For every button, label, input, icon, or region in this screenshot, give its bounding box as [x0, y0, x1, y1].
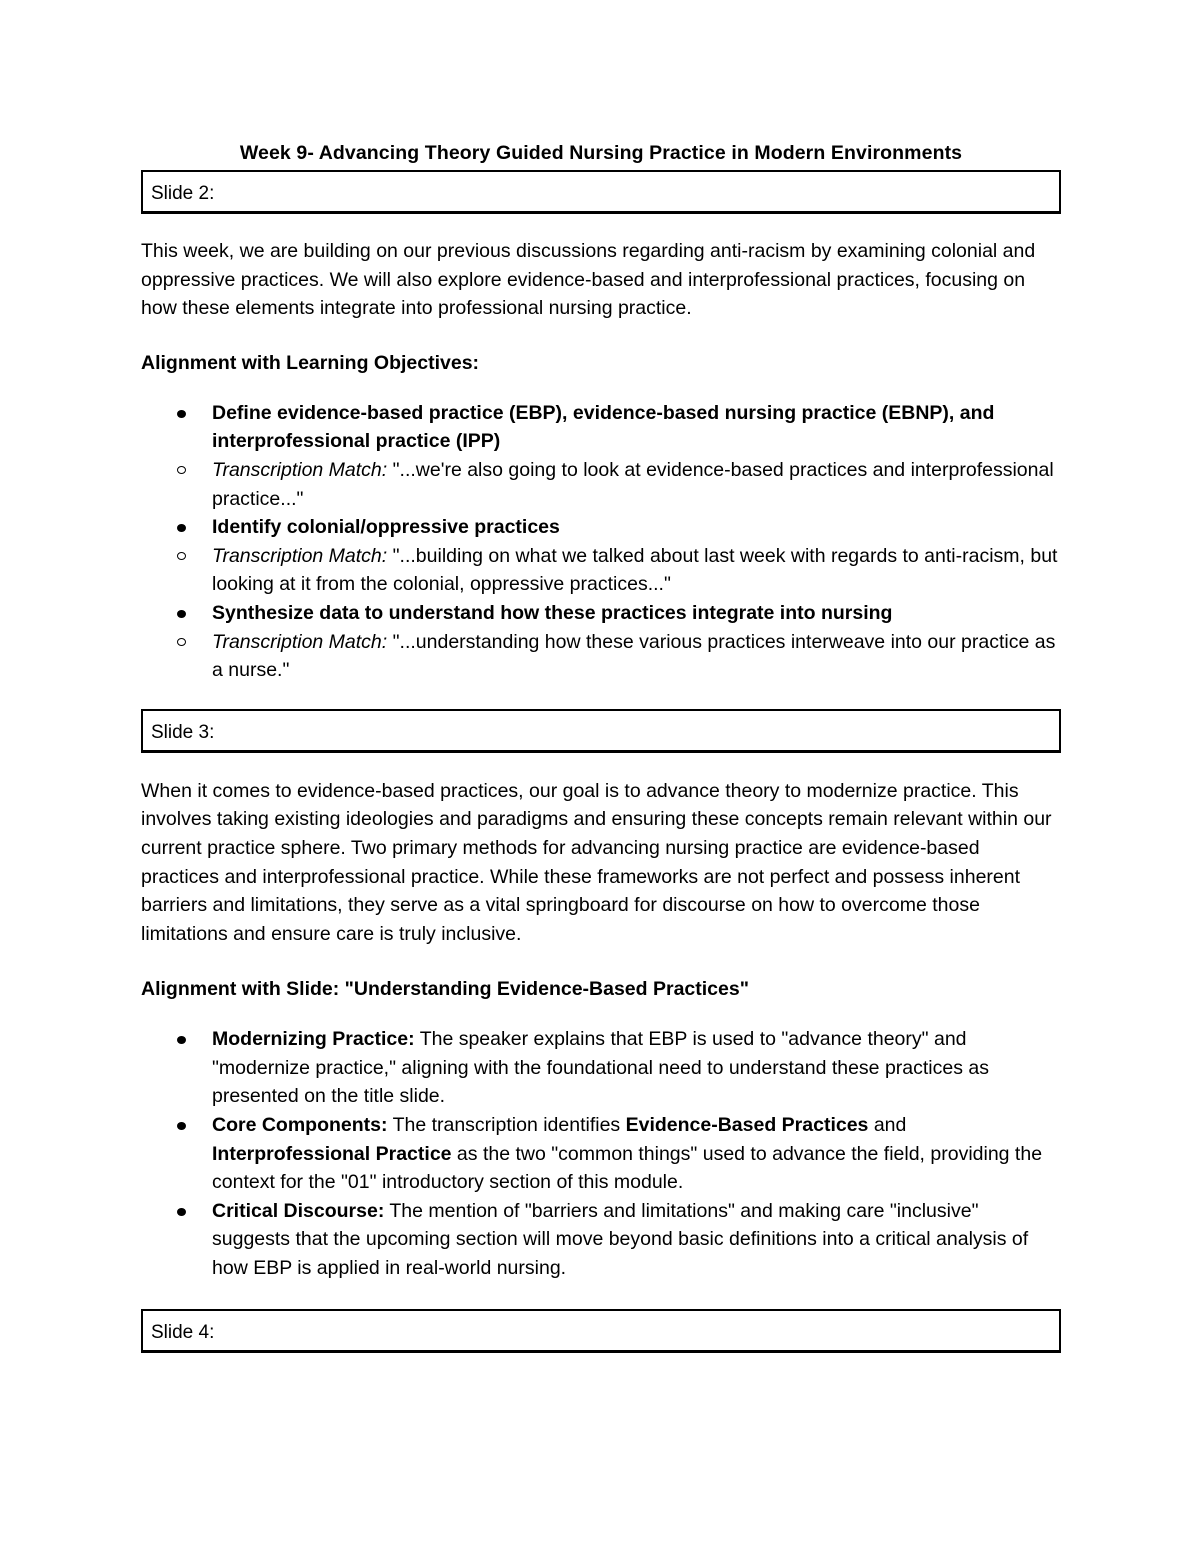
- point-text: The mention of "barriers and limitations" and making care "inclusive" suggests that the upcoming section will move beyond basic definitions into a critical analysis of how EBP is applied in real-world nursing.: [212, 1199, 1029, 1280]
- point-text: The speaker explains that EBP is used to "advance theory" and "modernize practice," aligning with the foundational need to understand these practices as presented on the title slide.: [212, 1028, 989, 1108]
- point-label: Critical Discourse:: [212, 1199, 385, 1222]
- match-label: Transcription Match:: [212, 544, 388, 567]
- learning-objectives-heading: Alignment with Learning Objectives:: [141, 351, 480, 374]
- sub-bullet-icon: [177, 552, 186, 560]
- bullet-icon: [177, 1208, 186, 1216]
- objectives-list: [141, 399, 1061, 685]
- slide-2-box: Slide 2:: [141, 170, 1061, 214]
- objective-item: [141, 399, 1061, 513]
- document-page: [141, 140, 1061, 1353]
- point-text: The transcription identifies: [387, 1114, 626, 1137]
- match-quote: "...we're also going to look at evidence-based practices and interprofessional practice...": [212, 458, 1054, 510]
- point-core-components: [141, 1111, 1061, 1197]
- slide-alignment-heading: Alignment with Slide: "Understanding Evidence-Based Practices": [141, 978, 749, 1001]
- slide-3-intro: When it comes to evidence-based practices, our goal is to advance theory to modernize practice. This involves taking existing ideologies and paradigms and ensuring these concepts remain relevant within our current practice sphere. Two primary methods for advancing nursing practice are evidence-based practices and interprofessional practice. While these frameworks are not perfect and possess inherent barriers and limitations, they serve as a vital springboard for discourse on how to overcome those limitations and ensure care is truly inclusive.: [141, 779, 1052, 945]
- point-label: Core Components:: [212, 1114, 388, 1137]
- bullet-icon: [177, 610, 186, 618]
- point-modernizing-practice: [141, 1025, 1061, 1111]
- bullet-icon: [177, 1036, 186, 1044]
- bullet-icon: [177, 410, 186, 418]
- point-label: Modernizing Practice:: [212, 1028, 415, 1051]
- point-text: as the two "common things" used to advance the field, providing the context for the "01" introductory section of this module.: [212, 1142, 1043, 1194]
- point-emphasis: Evidence-Based Practices: [625, 1114, 869, 1137]
- slide-3-box: Slide 3:: [141, 709, 1061, 753]
- slide-2-intro: This week, we are building on our previous discussions regarding anti-racism by examining colonial and oppressive practices. We will also explore evidence-based and interprofessional practices, focusing on how these elements integrate into professional nursing practice.: [141, 240, 1036, 320]
- transcription-match: [141, 628, 1061, 685]
- bullet-icon: [177, 524, 186, 532]
- objective-text: Synthesize data to understand how these practices integrate into nursing: [212, 601, 893, 624]
- objective-text: Define evidence-based practice (EBP), evidence-based nursing practice (EBNP), and interprofessional practice (IPP): [212, 401, 995, 453]
- slide-4-box: Slide 4:: [141, 1309, 1061, 1353]
- match-quote: "...understanding how these various practices interweave into our practice as a nurse.": [212, 630, 1056, 682]
- sub-bullet-icon: [177, 466, 186, 474]
- slide-3-points: [141, 1025, 1061, 1282]
- match-label: Transcription Match:: [212, 630, 388, 653]
- transcription-match: [141, 456, 1061, 513]
- bullet-icon: [177, 1122, 186, 1130]
- objective-item: [141, 513, 1061, 599]
- match-quote: "...building on what we talked about last week with regards to anti-racism, but looking at it from the colonial, oppressive practices...": [212, 544, 1058, 596]
- point-critical-discourse: [141, 1197, 1061, 1283]
- point-emphasis: Interprofessional Practice: [212, 1142, 452, 1165]
- sub-bullet-icon: [177, 638, 186, 646]
- point-text: and: [868, 1114, 907, 1137]
- objective-text: Identify colonial/oppressive practices: [212, 516, 560, 539]
- match-label: Transcription Match:: [212, 458, 388, 481]
- objective-item: [141, 599, 1061, 685]
- document-title: Week 9- Advancing Theory Guided Nursing Practice in Modern Environments: [239, 142, 963, 164]
- transcription-match: [141, 542, 1061, 599]
